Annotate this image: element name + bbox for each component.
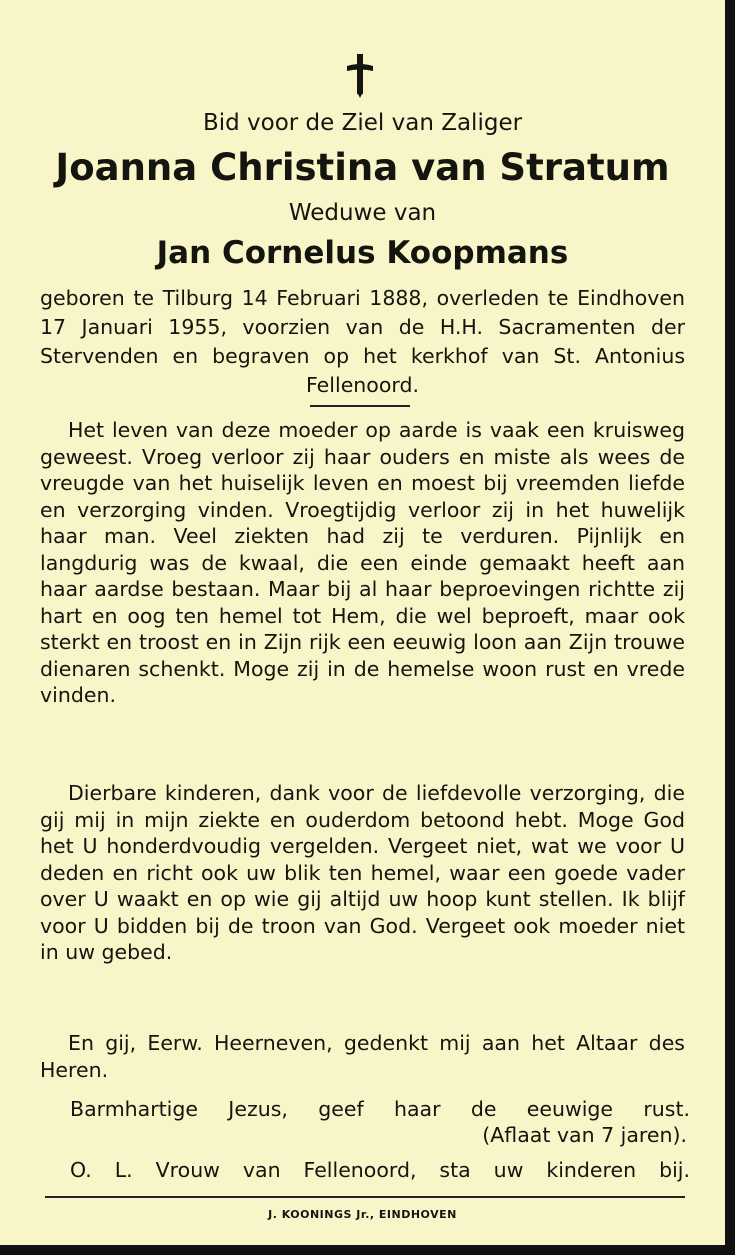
indulgence-note: (Aflaat van 7 jaren). <box>482 1123 687 1147</box>
bottom-divider <box>45 1196 685 1198</box>
paragraph-children: Dierbare kinderen, dank voor de liefdevolle verzorging, die gij mij in mijn ziekte en ouderdom betoond hebt. Moge God het U honderdvoudig vergelden. Vergeet niet, wat we voor U deden en richt ook uw blik ten hemel, waar een goede vader over U waakt en op wie gij altijd uw hoop kunt stellen. Ik blijf voor U bidden bij de troon van God. Vergeet ook moeder niet in uw gebed. <box>40 781 685 964</box>
biography: geboren te Tilburg 14 Februari 1888, overleden te Eindhoven 17 Januari 1955, voorzien van de H.H. Sacramenten der Stervenden en begraven op het kerkhof van St. Antonius Fellenoord. <box>40 286 685 397</box>
prayer-jesus: Barmhartige Jezus, geef haar de eeuwige rust. <box>70 1097 690 1121</box>
spouse-name: Jan Cornelus Koopmans <box>156 235 569 271</box>
relation-label: Weduwe van <box>288 200 437 226</box>
paragraph-nephews: En gij, Eerw. Heerneven, gedenkt mij aan het Altaar des Heren. <box>40 1031 685 1082</box>
prayer-mary: O. L. Vrouw van Fellenoord, sta uw kinderen bij. <box>70 1158 690 1182</box>
divider <box>310 405 410 407</box>
deceased-name: Joanna Christina van Stratum <box>55 146 670 189</box>
paragraph-life: Het leven van deze moeder op aarde is vaak een kruisweg geweest. Vroeg verloor zij haar ouders en miste als wees de vreugde van het huiselijk leven en moest bij vreemden liefde en verzorging vinden. Vroegtijdig verloor zij in het huwelijk haar man. Veel ziekten had zij te verduren. Pijnlijk en langdurig was de kwaal, die een einde gemaakt heeft aan haar aardse bestaan. Maar bij al haar beproevingen richtte zij hart en oog ten hemel tot Hem, die wel beproeft, maar ook sterkt en troost en in Zijn rijk een eeuwig loon aan Zijn trouwe dienaren schenkt. Moge zij in de hemelse woon rust en vrede vinden. <box>40 418 685 707</box>
cross-icon <box>345 52 375 98</box>
printer-imprint: J. KOONINGS Jr., EINDHOVEN <box>268 1208 457 1221</box>
invocation: Bid voor de Ziel van Zaliger <box>202 110 523 136</box>
